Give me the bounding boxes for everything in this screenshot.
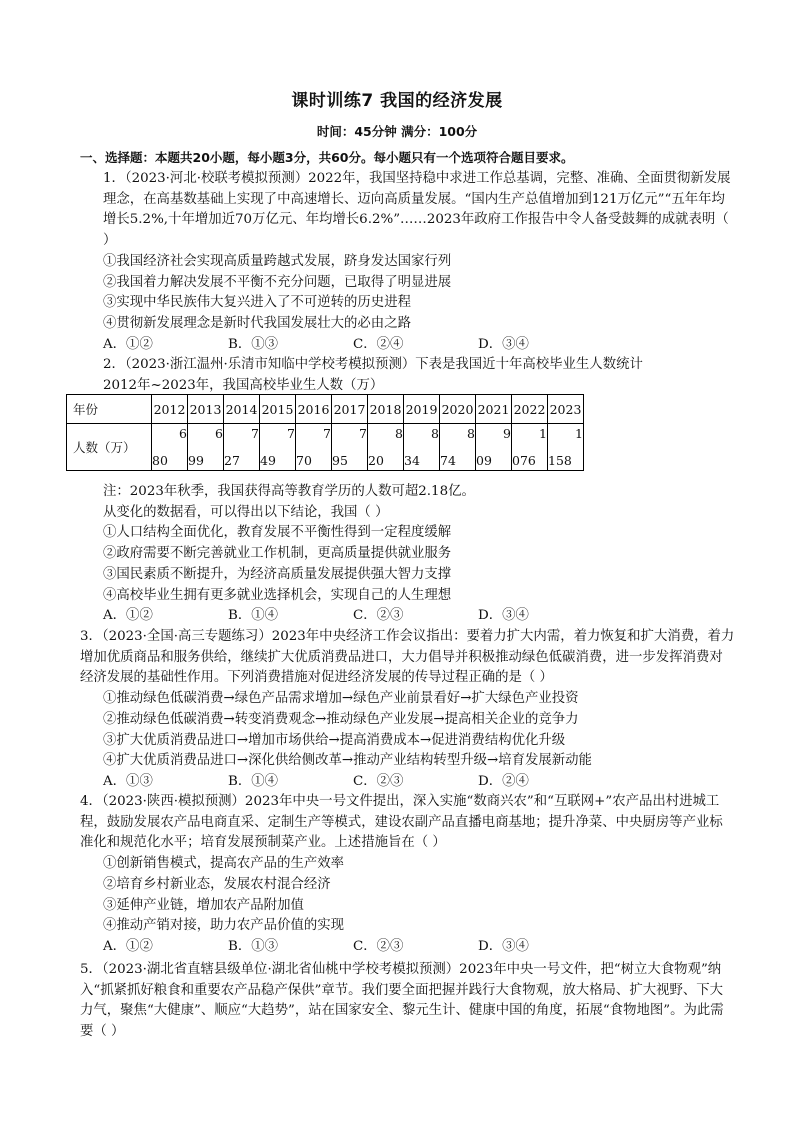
count-cell-bottom: 99 [188, 453, 204, 468]
question-3-option: ③扩大优质消费品进口→增加市场供给→提高消费成本→促进消费结构优化升级 [103, 732, 566, 748]
count-cell-top: 7 [251, 426, 259, 441]
count-cell-bottom: 95 [332, 453, 348, 468]
choice-a[interactable]: A．①③ [103, 773, 153, 789]
count-cell-bottom: 34 [404, 453, 420, 468]
choice-d[interactable]: D．③④ [478, 938, 529, 954]
question-2-option: ③国民素质不断提升，为经济高质量发展提供强大智力支撑 [103, 566, 452, 582]
count-cell-bottom: 09 [476, 453, 492, 468]
choice-b[interactable]: B．①③ [228, 938, 279, 954]
count-cell-bottom: 70 [296, 453, 312, 468]
choice-a[interactable]: A．①② [103, 336, 153, 352]
question-1-option: ④贯彻新发展理念是新时代我国发展壮大的必由之路 [103, 315, 411, 331]
count-cell-bottom: 076 [512, 453, 536, 468]
year-cell: 2020 [440, 395, 476, 424]
count-cell-top: 1 [575, 426, 583, 441]
table-row [67, 424, 584, 471]
count-cell-bottom: 158 [548, 453, 572, 468]
question-3-option: ②推动绿色低碳消费→转变消费观念→推动绿色产业发展→提高相关企业的竞争力 [103, 711, 579, 727]
question-4-option: ④推动产销对接，助力农产品价值的实现 [103, 918, 345, 934]
count-cell-top: 8 [395, 426, 403, 441]
count-cell-top: 6 [215, 426, 223, 441]
question-2-block [103, 482, 734, 627]
question-1-option: ②我国着力解决发展不平衡不充分问题，已取得了明显进展 [103, 274, 452, 290]
year-cell: 2015 [260, 395, 296, 424]
question-1-option: ①我国经济社会实现高质量跨越式发展，跻身发达国家行列 [103, 253, 452, 269]
question-1-option: ③实现中华民族伟大复兴进入了不可逆转的历史进程 [103, 295, 411, 311]
choice-c[interactable]: C．②④ [353, 336, 404, 352]
year-cell: 2013 [188, 395, 224, 424]
year-cell: 2018 [368, 395, 404, 424]
count-cell-bottom: 27 [224, 453, 240, 468]
question-3-option: ④扩大优质消费品进口→深化供给侧改革→推动产业结构转型升级→培育发展新动能 [103, 753, 592, 769]
choice-b[interactable]: B．①④ [228, 773, 279, 789]
count-cell-top: 7 [359, 426, 367, 441]
question-4-stem: 4．（2023·陕西·模拟预测）2023年中央一号文件提出，深入实施“数商兴农”和“互联网+”农产品出村进城工程，鼓励发展农产品电商直采、定制生产等模式，建设农副产品直播电商基地；提升净菜、中央厨房等产业标准化和规范化水平；培育发展预制菜产业。上述措施旨在（ ） [80, 794, 723, 851]
year-header: 年份 [67, 395, 152, 424]
count-cell-bottom: 80 [152, 453, 168, 468]
question-3-block [80, 627, 736, 793]
question-1-choices [103, 335, 734, 356]
year-cell: 2019 [404, 395, 440, 424]
choice-b[interactable]: B．①③ [228, 336, 279, 352]
year-cell: 2017 [332, 395, 368, 424]
question-4-block [80, 792, 736, 958]
question-3-stem: 3．（2023·全国·高三专题练习）2023年中央经济工作会议指出：要着力扩大内需，着力恢复和扩大消费，着力增加优质商品和服务供给，继续扩大优质消费品进口，大力倡导并积极推动绿色低碳消费，进一步发挥消费对经济发展的基础性作用。下列消费措施对促进经济发展的传导过程正确的是（ ） [80, 629, 735, 686]
choice-a[interactable]: A．①② [103, 938, 153, 954]
time-score-line: 时间：45分钟 满分：100分 [316, 124, 478, 139]
question-1-block [103, 169, 734, 397]
graduates-table [66, 394, 584, 471]
question-4-option: ②培育乡村新业态，发展农村混合经济 [103, 876, 331, 892]
question-3-choices [80, 772, 736, 793]
question-4-option: ①创新销售模式，提高农产品的生产效率 [103, 856, 345, 872]
count-cell-bottom: 49 [260, 453, 276, 468]
count-cell-top: 8 [431, 426, 439, 441]
question-4-option: ③延伸产业链，增加农产品附加值 [103, 897, 304, 913]
table-caption: 2012年~2023年，我国高校毕业生人数（万） [103, 378, 384, 394]
question-3-option: ①推动绿色低碳消费→绿色产品需求增加→绿色产业前景看好→扩大绿色产业投资 [103, 691, 579, 707]
question-2-option: ④高校毕业生拥有更多就业选择机会，实现自己的人生理想 [103, 587, 452, 603]
count-cell-bottom: 74 [440, 453, 456, 468]
count-cell-top: 9 [503, 426, 511, 441]
count-cell-top: 6 [179, 426, 187, 441]
choice-c[interactable]: C．②③ [353, 608, 404, 624]
table-row [67, 395, 584, 424]
year-cell: 2012 [152, 395, 188, 424]
choice-a[interactable]: A．①② [103, 608, 153, 624]
year-cell: 2022 [512, 395, 548, 424]
page-title: 课时训练7 我国的经济发展 [291, 91, 503, 111]
question-5-stem: 5．（2023·湖北省直辖县级单位·湖北省仙桃中学校考模拟预测）2023年中央一号文件，把“树立大食物观”纳入“抓紧抓好粮食和重要农产品稳产保供”章节。我们要全面把握并践行大食物观，放大格局、扩大视野、下大力气，聚焦“大健康”、顺应“大趋势”，站在国家安全、黎元生计、健康中国的角度，拓展“食物地图”。为此需要（ ） [80, 962, 724, 1040]
question-2-choices [103, 606, 734, 627]
count-cell-top: 7 [287, 426, 295, 441]
question-4-choices [80, 937, 736, 958]
count-cell-top: 1 [539, 426, 547, 441]
year-cell: 2016 [296, 395, 332, 424]
question-1-stem: 1．（2023·河北·校联考模拟预测）2022年，我国坚持稳中求进工作总基调，完整、准确、全面贯彻新发展理念，在高基数基础上实现了中高速增长、迈向高质量发展。“国内生产总值增加到121万亿元”“五年年均增长5.2%,十年增加近70万亿元、年均增长6.2%”……2023年政府工作报告中令人备受鼓舞的成就表明（ ） [103, 171, 731, 249]
question-5-block [80, 960, 736, 1043]
choice-c[interactable]: C．②③ [353, 773, 404, 789]
question-2-option: ②政府需要不断完善就业工作机制，更高质量提供就业服务 [103, 546, 452, 562]
count-cell-top: 7 [323, 426, 331, 441]
choice-d[interactable]: D．③④ [478, 336, 529, 352]
section-heading: 一、选择题：本题共20小题，每小题3分，共60分。每小题只有一个选项符合题目要求。 [80, 150, 574, 165]
choice-d[interactable]: D．②④ [478, 773, 529, 789]
year-cell: 2021 [476, 395, 512, 424]
choice-b[interactable]: B．①④ [228, 608, 279, 624]
table-note: 注：2023年秋季，我国获得高等教育学历的人数可超2.18亿。 [103, 484, 475, 499]
year-cell: 2023 [548, 395, 584, 424]
count-cell-top: 8 [467, 426, 475, 441]
question-2-lead: 从变化的数据看，可以得出以下结论，我国（ ） [103, 504, 389, 520]
choice-c[interactable]: C．②③ [353, 938, 404, 954]
choice-d[interactable]: D．③④ [478, 608, 529, 624]
count-header: 人数（万） [67, 424, 152, 471]
year-cell: 2014 [224, 395, 260, 424]
question-2-stem: 2．（2023·浙江温州·乐清市知临中学校考模拟预测）下表是我国近十年高校毕业生人数统计 [103, 357, 643, 373]
question-2-option: ①人口结构全面优化，教育发展不平衡性得到一定程度缓解 [103, 525, 452, 541]
count-cell-bottom: 20 [368, 453, 384, 468]
